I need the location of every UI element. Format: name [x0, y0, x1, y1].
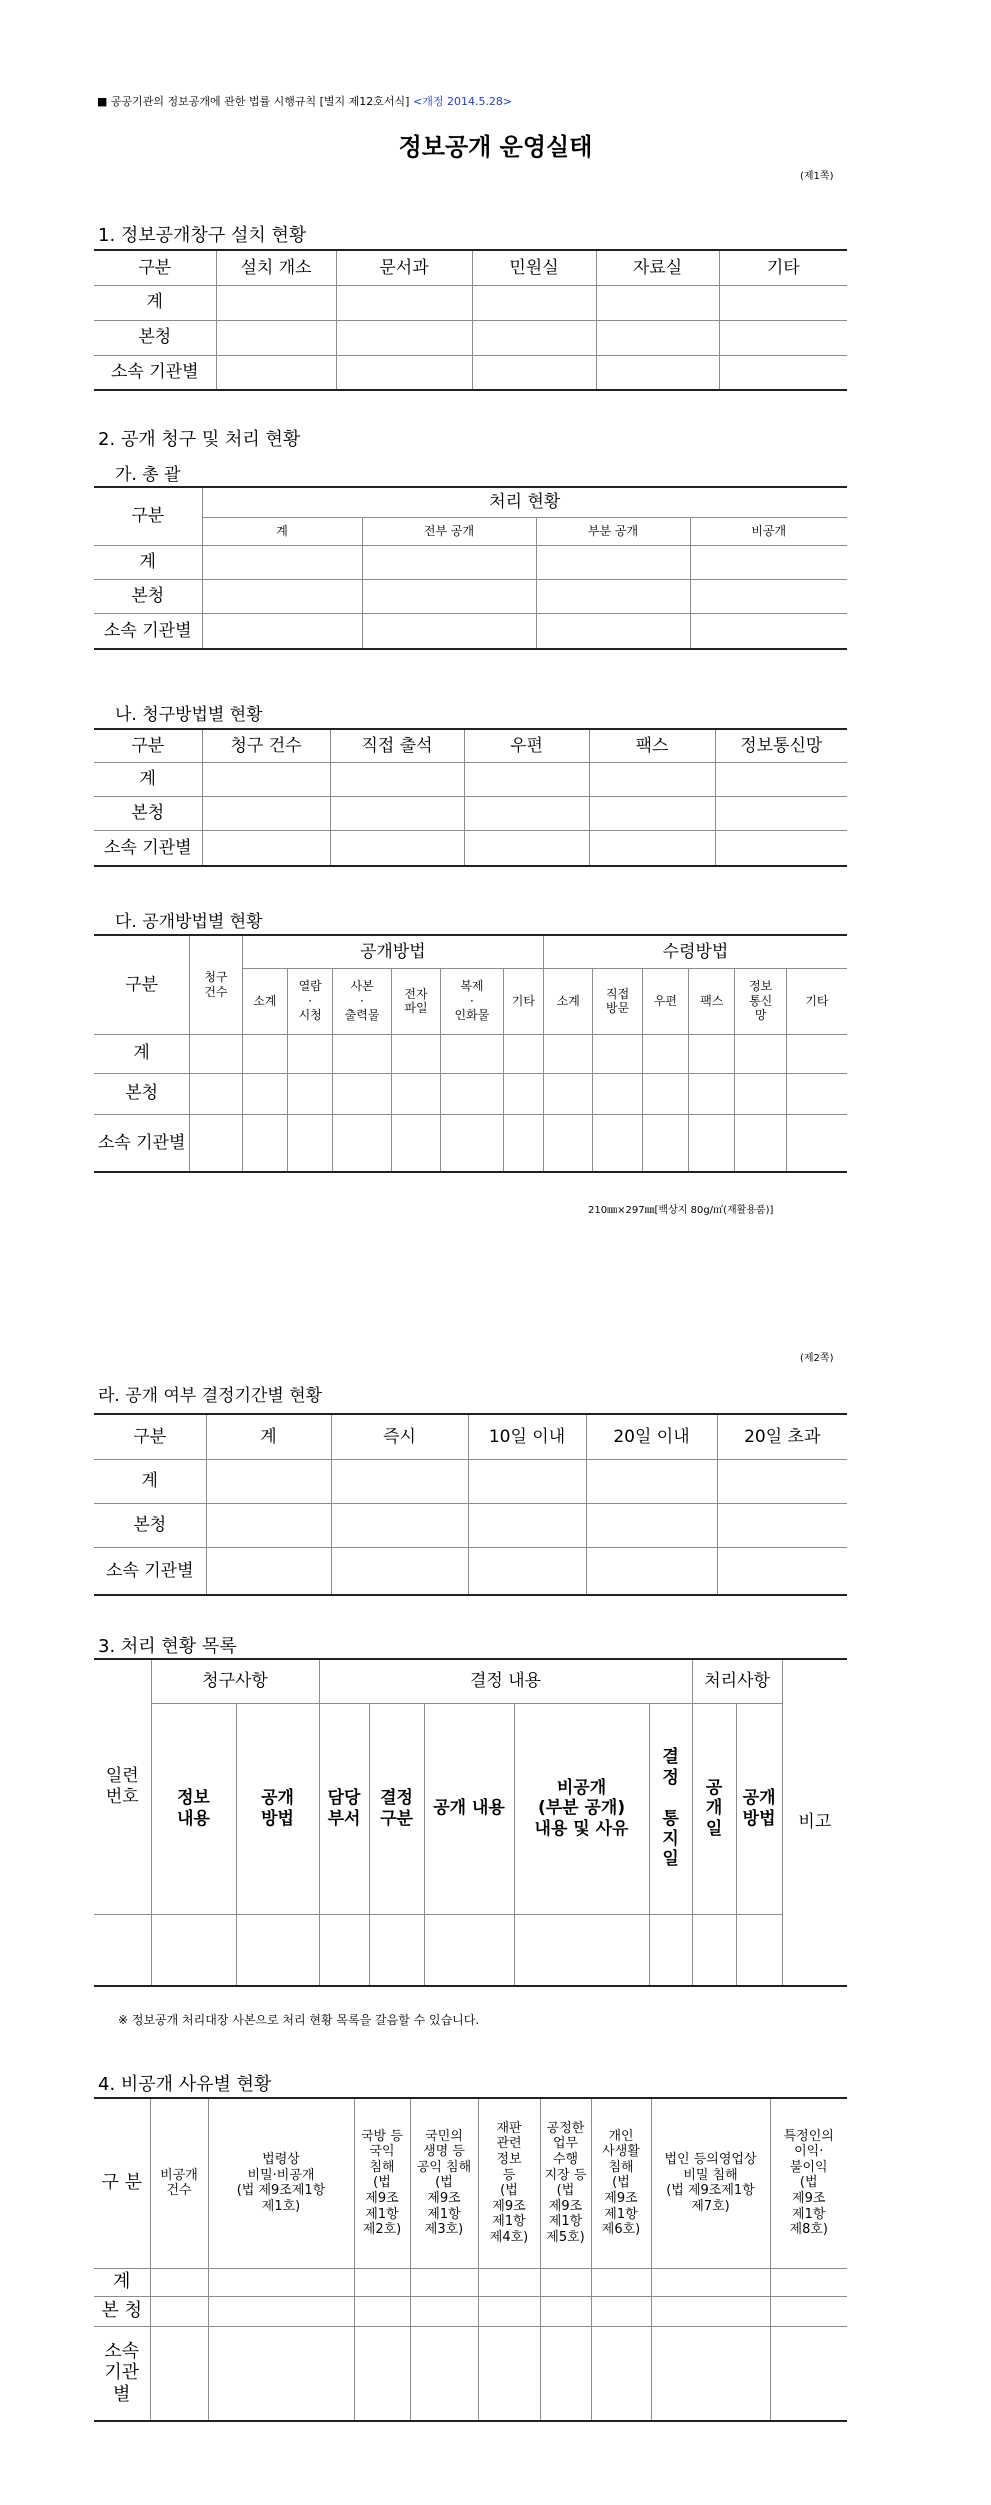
- s1-row-label: 계: [94, 285, 216, 320]
- page-label-2: (제2쪽): [800, 1353, 834, 1364]
- form-header-text: ■ 공공기관의 정보공개에 관한 법률 시행규칙 [별지 제12호서식]: [97, 95, 410, 108]
- s4-header-4: 국민의 생명 등 공익 침해 (법 제9조 제1항 제3호): [410, 2098, 478, 2268]
- s2c-sub1-2: 사본 · 출력물: [333, 968, 391, 1034]
- s2d-header-5: 20일 초과: [717, 1414, 847, 1459]
- s2a-row-label: 소속 기관별: [94, 613, 202, 649]
- s3-group-decision: 결정 내용: [319, 1659, 692, 1703]
- s2c-sub2-4: 정보 통신 망: [735, 968, 786, 1034]
- s2d-header-1: 계: [206, 1414, 331, 1459]
- s3-sub-process-1: 공개 방법: [736, 1703, 782, 1914]
- section1-table: [94, 249, 847, 391]
- s1-header-5: 기타: [719, 250, 847, 285]
- s4-header-9: 특정인의 이익· 불이익 (법 제9조 제1항 제8호): [770, 2098, 847, 2268]
- s1-header-4: 자료실: [596, 250, 719, 285]
- s2a-sub-2: 부분 공개: [536, 517, 690, 545]
- s3-sub-decision-4: 결 정 통 지 일: [649, 1703, 692, 1914]
- s1-row-label: 본청: [94, 320, 216, 355]
- s2c-sub1-4: 복제 · 인화물: [441, 968, 503, 1034]
- s2b-header-2: 직접 출석: [330, 729, 464, 762]
- s3-sub-request-0: 정보 내용: [151, 1703, 236, 1914]
- s2c-group-col: 구분: [94, 935, 190, 1034]
- section2-heading: 2. 공개 청구 및 처리 현황: [98, 429, 301, 450]
- s3-serial: 일련 번호: [94, 1659, 151, 1914]
- section2a-heading: 가. 총 괄: [115, 465, 181, 485]
- s3-sub-decision-3: 비공개 (부분 공개) 내용 및 사유: [514, 1703, 649, 1914]
- s2c-sub2-3: 팩스: [689, 968, 735, 1034]
- s2b-row-label: 계: [94, 762, 202, 796]
- s1-header-1: 설치 개소: [216, 250, 336, 285]
- s2b-row-label: 소속 기관별: [94, 830, 202, 866]
- section2c-heading: 다. 공개방법별 현황: [115, 912, 263, 932]
- s4-header-5: 재판 관련 정보 등 (법 제9조 제1항 제4호): [478, 2098, 540, 2268]
- section4-heading: 4. 비공개 사유별 현황: [98, 2074, 272, 2095]
- s2c-group-receipt: 수령방법: [544, 935, 847, 968]
- s2c-sub1-1: 열람 · 시청: [288, 968, 333, 1034]
- s4-row-label: 계: [94, 2268, 150, 2296]
- s2c-sub2-1: 직접 방문: [593, 968, 642, 1034]
- s2d-row-label: 계: [94, 1459, 206, 1503]
- section3-table: [94, 1658, 847, 1987]
- s2c-row-label: 소속 기관별: [94, 1114, 190, 1172]
- s4-header-8: 법인 등의영업상 비밀 침해 (법 제9조제1항 제7호): [651, 2098, 770, 2268]
- s3-sub-process-0: 공 개 일: [692, 1703, 736, 1914]
- s4-header-6: 공정한 업무 수행 지장 등 (법 제9조 제1항 제5호): [540, 2098, 591, 2268]
- s2a-row-label: 계: [94, 545, 202, 579]
- section2d-heading: 라. 공개 여부 결정기간별 현황: [98, 1386, 323, 1406]
- s2b-header-3: 우편: [464, 729, 589, 762]
- s4-header-3: 국방 등 국익 침해 (법 제9조 제1항 제2호): [354, 2098, 410, 2268]
- section1-heading: 1. 정보공개창구 설치 현황: [98, 225, 307, 246]
- s1-header-3: 민원실: [472, 250, 596, 285]
- section2c-table: [94, 934, 847, 1173]
- s3-group-request: 청구사항: [151, 1659, 319, 1703]
- s2d-row-label: 소속 기관별: [94, 1547, 206, 1595]
- section2a-table: [94, 486, 847, 650]
- s1-header-0: 구분: [94, 250, 216, 285]
- s2c-sub2-5: 기타: [786, 968, 847, 1034]
- s2c-group-disclosure: 공개방법: [242, 935, 543, 968]
- s4-header-2: 법령상 비밀·비공개 (법 제9조제1항 제1호): [208, 2098, 354, 2268]
- section2d-table: [94, 1413, 847, 1596]
- s2b-header-0: 구분: [94, 729, 202, 762]
- s2b-row-label: 본청: [94, 796, 202, 830]
- s4-header-7: 개인 사생활 침해 (법 제9조 제1항 제6호): [591, 2098, 651, 2268]
- section3-heading: 3. 처리 현황 목록: [98, 1636, 237, 1657]
- s1-header-2: 문서과: [336, 250, 472, 285]
- s2a-sub-1: 전부 공개: [362, 517, 536, 545]
- s3-sub-request-1: 공개 방법: [236, 1703, 319, 1914]
- document-title: 정보공개 운영실태: [398, 133, 593, 161]
- s2a-row-label: 본청: [94, 579, 202, 613]
- revision-date: <개정 2014.5.28>: [412, 95, 513, 108]
- section3-note: ※ 정보공개 처리대장 사본으로 처리 현황 목록을 갈음할 수 있습니다.: [118, 2013, 480, 2027]
- s2d-header-3: 10일 이내: [468, 1414, 586, 1459]
- s3-sub-decision-0: 담당 부서: [319, 1703, 369, 1914]
- section2b-table: [94, 728, 847, 867]
- s2a-group-col: 구분: [94, 487, 202, 545]
- s2a-sub-3: 비공개: [690, 517, 847, 545]
- s3-sub-decision-1: 결정 구분: [369, 1703, 424, 1914]
- s3-remarks: 비고: [782, 1659, 847, 1986]
- s4-row-label: 소속 기관 별: [94, 2326, 150, 2421]
- s2a-group-label: 처리 현황: [202, 487, 847, 517]
- s2b-header-4: 팩스: [589, 729, 715, 762]
- s2c-sub2-2: 우편: [642, 968, 688, 1034]
- s2c-sub2-0: 소계: [544, 968, 593, 1034]
- page-label-1: (제1쪽): [800, 171, 834, 182]
- s3-sub-decision-2: 공개 내용: [424, 1703, 514, 1914]
- s4-header-1: 비공개 건수: [150, 2098, 208, 2268]
- s2b-header-5: 정보통신망: [715, 729, 847, 762]
- form-header: [97, 93, 512, 109]
- s2c-row-label: 계: [94, 1034, 190, 1073]
- section2b-heading: 나. 청구방법별 현황: [115, 705, 263, 725]
- s1-row-label: 소속 기관별: [94, 355, 216, 390]
- s2c-sub1-0: 소계: [242, 968, 287, 1034]
- s2a-sub-0: 계: [202, 517, 362, 545]
- s2c-sub1-3: 전자 파일: [391, 968, 440, 1034]
- s2c-count-label: 청구 건수: [190, 935, 242, 1034]
- s4-header-0: 구 분: [94, 2098, 150, 2268]
- s4-row-label: 본 청: [94, 2296, 150, 2326]
- s2d-header-2: 즉시: [331, 1414, 468, 1459]
- s3-group-process: 처리사항: [692, 1659, 782, 1703]
- s2c-row-label: 본청: [94, 1073, 190, 1114]
- paper-spec-note: 210㎜×297㎜[백상지 80g/㎡(재활용품)]: [588, 1205, 774, 1216]
- s2c-sub1-5: 기타: [503, 968, 543, 1034]
- section4-table: [94, 2097, 847, 2422]
- s2d-row-label: 본청: [94, 1503, 206, 1547]
- s2d-header-0: 구분: [94, 1414, 206, 1459]
- s2d-header-4: 20일 이내: [586, 1414, 717, 1459]
- s2b-header-1: 청구 건수: [202, 729, 330, 762]
